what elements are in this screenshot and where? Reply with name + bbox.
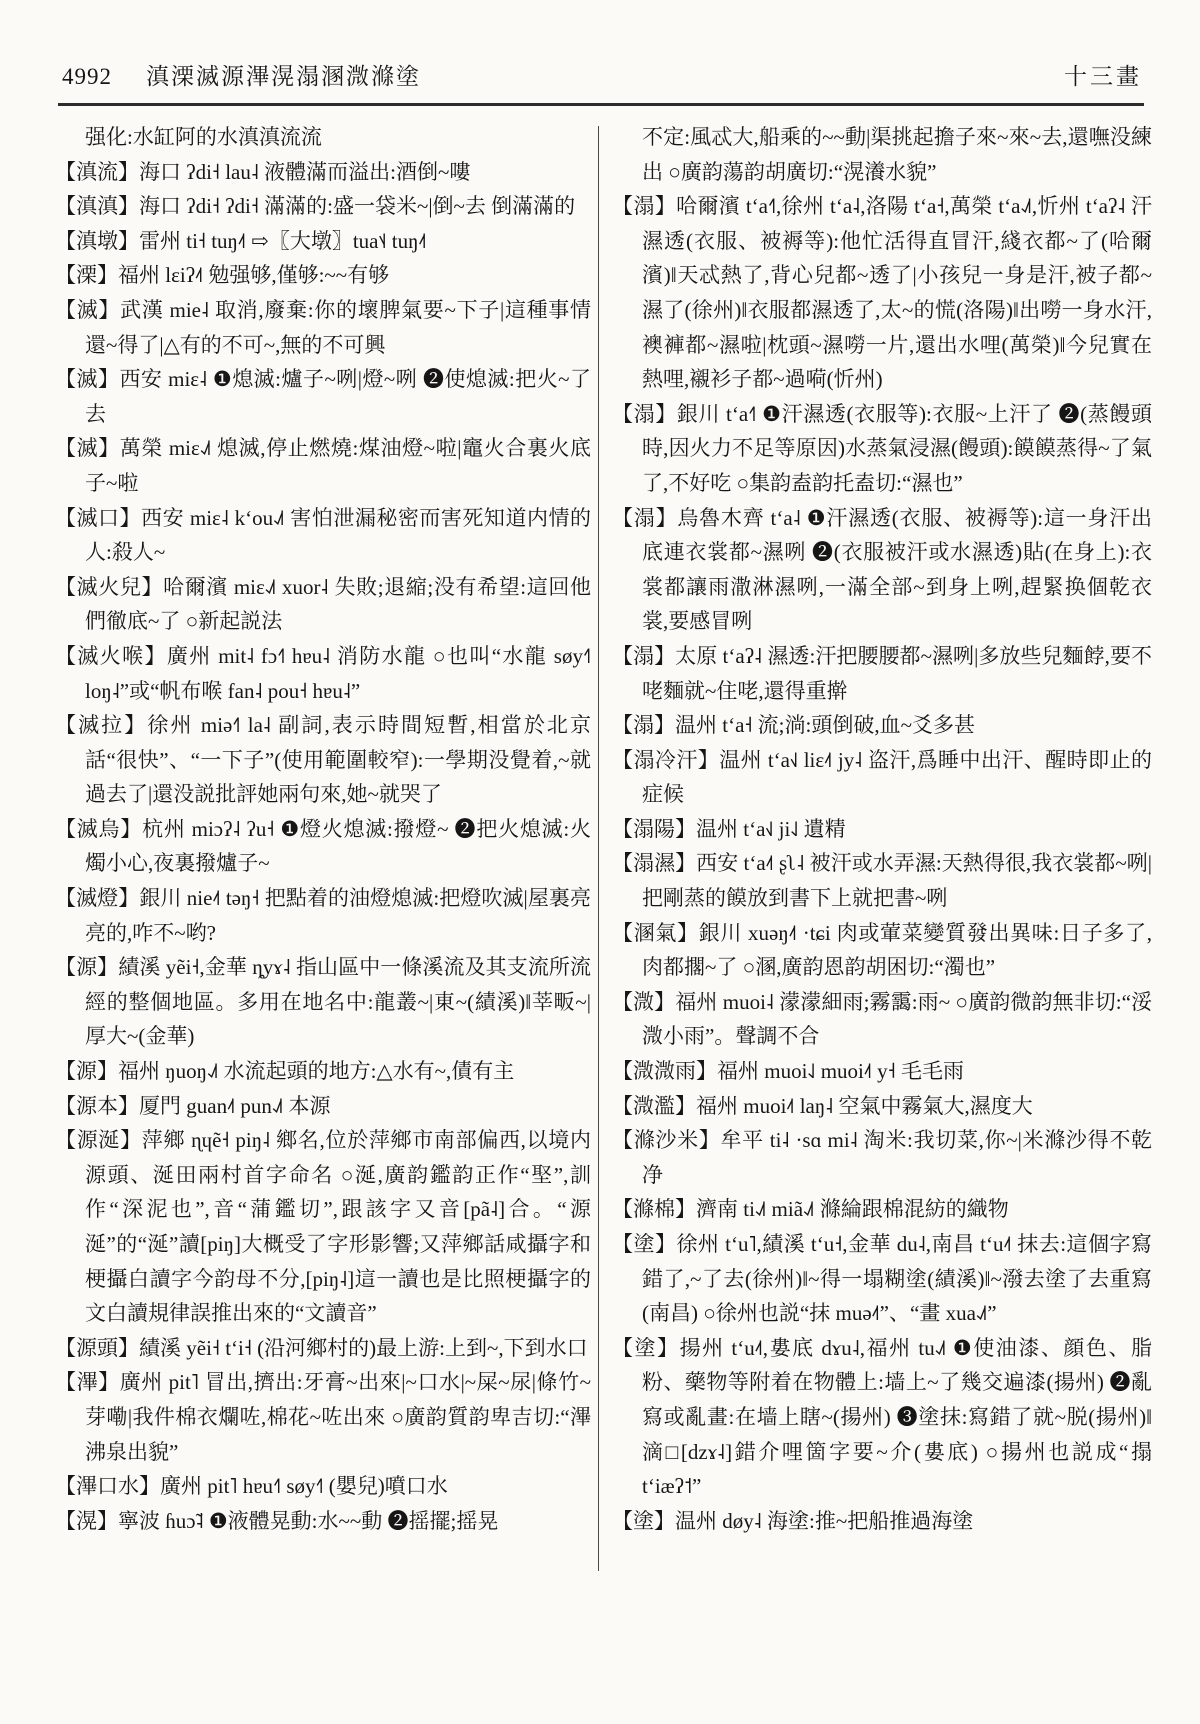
dictionary-entry [55,1123,591,1331]
entry-headword: 【源本】 [55,1093,139,1118]
right-column [612,120,1152,1538]
dictionary-entry [612,812,1152,847]
entry-body: 濟南 ti˨˩˦ miã˨˩˦ 滌綸跟棉混紡的織物 [696,1197,1009,1222]
entry-body: 烏魯木齊 tʻa˨ ❶汗濕透(衣服、被褥等):這一身汗出底連衣裳都~濕咧 ❷(衣服被汗或水濕透)貼(在身上):衣裳都讓雨潵淋濕咧,一滿全部~到身上咧,趕緊换個乾衣裳,要感冒咧 [642,505,1152,634]
dictionary-entry [55,1054,591,1089]
dictionary-entry [55,950,591,1054]
entry-body: 温州 tʻa˧˩ liɛ˨˦ jy˨ 盗汗,爲睡中出汗、醒時即止的症候 [642,747,1153,807]
header-entry-characters: 滇溧滅源滭滉溻溷溦滌塗 [146,64,421,89]
entry-headword: 【溻】 [612,401,677,426]
entry-body: 績溪 yẽi˧ tʻi˧ (沿河鄉村的)最上游:上到~,下到水口 [139,1335,588,1360]
dictionary-entry [612,397,1152,501]
entry-headword: 【滇墩】 [55,228,139,253]
dictionary-entry [612,120,1152,189]
entry-body: 温州 tʻa˧˩ ji˨˩ 遺精 [696,816,846,841]
entry-headword: 【滉】 [55,1508,118,1533]
dictionary-entry [612,985,1152,1054]
entry-headword: 【源頭】 [55,1335,139,1360]
entry-headword: 【溻】 [612,505,678,530]
entry-body: 太原 tʻaʔ˨ 濕透:汗把腰腰都~濕咧|多放些兒麵餑,要不咾麵就~住咾,還得重擀 [642,643,1152,703]
dictionary-entry [612,1054,1152,1089]
entry-headword: 【滇流】 [55,159,139,184]
entry-body: 福州 lɛiʔ˨˦ 勉强够,僅够:~~有够 [118,263,390,288]
entry-headword: 【滅】 [55,436,120,461]
entry-body: 徐州 miə˧˥ la˨ 副詞,表示時間短暫,相當於北京話“很快”、“一下子”(使用範圍較窄):一學期没覺着,~就過去了|還没説批評她兩句來,她~就哭了 [85,713,591,807]
dictionary-entry [55,570,591,639]
entry-headword: 【溦濫】 [612,1093,696,1118]
left-column [55,120,591,1538]
dictionary-entry [55,1504,591,1539]
dictionary-entry [612,846,1152,915]
entry-body: 寧波 ɦuɔ̃˨ ❶液體晃動:水~~動 ❷摇擺;摇晃 [118,1508,499,1533]
text-block [55,120,1153,1684]
entry-body: 廣州 pit˥ 冒出,擠出:牙膏~出來|~口水|~屎~尿|條竹~芽嘞|我件棉衣爛咗,棉花~咗出來 ○廣韵質韵卑吉切:“滭沸泉出貌” [85,1370,592,1464]
dictionary-entry [612,1227,1152,1331]
entry-body: 徐州 tʻu˥,績溪 tʻu˧,金華 du˨,南昌 tʻu˨˦ 抹去:這個字寫錯了,~了去(徐州)‖~得一塌糊塗(績溪)‖~潑去塗了去重寫(南昌) ○徐州也説“抹 muə˨˦”、“畫 xua˨˩˦” [642,1232,1152,1326]
entry-body: 西安 miɛ˨ ❶熄滅:爐子~咧|燈~咧 ❷使熄滅:把火~了去 [85,367,592,426]
entry-body: 海口 ʔdi˧ ʔdi˧ 滿滿的:盛一袋米~|倒~去 倒滿滿的 [139,194,576,219]
dictionary-entry [55,1365,591,1469]
entry-body: 西安 tʻa˨˦ ʂʅ˨ 被汗或水弄濕:天熱得很,我衣裳都~咧|把剛蒸的饃放到書下上就把書~咧 [642,851,1152,911]
entry-headword: 【滅火喉】 [55,643,167,668]
entry-headword: 【滅烏】 [55,816,143,841]
entry-headword: 【源】 [55,1059,118,1084]
dictionary-entry [55,812,591,881]
entry-headword: 【滇滇】 [55,194,139,219]
entry-body: 萬榮 miɛ˨˩˦ 熄滅,停止燃燒:煤油燈~啦|竈火合裏火底子~啦 [85,436,592,495]
dictionary-entry [55,1331,591,1366]
entry-body: 哈爾濱 tʻa˧˥,徐州 tʻa˨,洛陽 tʻa˧,萬榮 tʻa˨˩˦,忻州 tʻaʔ˨ 汗濕透(衣服、被褥等):他忙活得直冒汗,綫衣都~了(哈爾濱)‖天忒熱了,背心兒都~透了|小孩兒一身是汗,被子都~濕了(徐州)‖衣服都濕透了,太~的慌(洛陽)‖出嘮一身水汗,襖褲都~濕啦|枕頭~濕嘮一片,還出水哩(萬榮)‖今兒實在熱哩,襯衫子都~過嗬(忻州) [642,194,1152,392]
entry-headword: 【滭口水】 [55,1474,160,1499]
page-number: 4992 [62,64,112,89]
dictionary-entry [612,189,1152,397]
entry-headword: 【溻陽】 [612,816,696,841]
entry-body: 萍鄉 ɳɥẽ˧ piŋ˨ 鄉名,位於萍鄉市南部偏西,以境内源頭、涎田兩村首字命名 ○涎,廣韵鑑韵正作“埾”,訓作“深泥也”,音“蒲鑑切”,跟該字又音[pã˨]合。“源涎”的“涎”讀[piŋ]大概受了字形影響;又萍鄉話咸攝字和梗攝白讀字今韵母不分,[piŋ˨]這一讀也是比照梗攝字的文白讀規律誤推出來的“文讀音” [85,1128,592,1326]
column-divider [598,126,599,1571]
dictionary-entry [55,120,591,155]
dictionary-entry [612,1504,1152,1539]
stroke-section-label: 十三畫 [1064,64,1142,89]
dictionary-entry [55,708,591,812]
entry-headword: 【溷氣】 [612,920,699,945]
dictionary-entry [55,258,591,293]
entry-headword: 【滌沙米】 [612,1128,721,1153]
dictionary-entry [612,743,1152,812]
entry-body: 銀川 xuəŋ˨˦ ·tɕi 肉或葷菜變質發出異味:日子多了,肉都擱~了 ○溷,廣韵恩韵胡困切:“濁也” [642,920,1152,980]
dictionary-entry [55,881,591,950]
entry-headword: 【塗】 [612,1508,675,1533]
dictionary-entry [55,362,591,431]
dictionary-entry [55,1089,591,1124]
entry-headword: 【滭】 [55,1370,120,1395]
entry-headword: 【滅】 [55,367,120,392]
dictionary-entry [55,189,591,224]
entry-headword: 【滅拉】 [55,713,148,738]
entry-headword: 【溻】 [612,643,676,668]
dictionary-entry [55,224,591,259]
entry-body: 哈爾濱 miɛ˨˩˦ xuor˨ 失敗;退縮;没有希望:這回他們徹底~了 ○新起説法 [85,574,591,634]
entry-body: 銀川 tʻa˧˥ ❶汗濕透(衣服等):衣服~上汗了 ❷(蒸饅頭時,因火力不足等原因)水蒸氣浸濕(饅頭):饃饃蒸得~了氣了,不好吃 ○集韵盍韵托盍切:“濕也” [642,401,1153,495]
entry-body: 温州 tʻa˧ 流;淌:頭倒破,血~爻多甚 [675,713,975,738]
entry-headword: 【滅】 [55,297,121,322]
entry-body: 福州 muoi˨ 濛濛細雨;霧靄:雨~ ○廣韵微韵無非切:“浽溦小雨”。聲調不合 [642,989,1153,1049]
entry-body: 雷州 ti˧ tuŋ˨˦ ⇨〖大墩〗tua˦˨ tuŋ˨˦ [139,228,427,253]
entry-headword: 【滅火兒】 [55,574,164,599]
entry-body: 海口 ʔdi˧ lau˨ 液體滿而溢出:酒倒~嘍 [139,159,471,184]
dictionary-entry [612,1192,1152,1227]
entry-headword: 【滅燈】 [55,886,140,911]
entry-headword: 【滅口】 [55,505,142,530]
entry-headword: 【溦】 [612,989,676,1014]
entry-body: 福州 ŋuoŋ˨˩˦ 水流起頭的地方:△水有~,債有主 [118,1059,515,1084]
dictionary-entry [55,1469,591,1504]
page-header [62,58,1142,98]
entry-headword: 【溦溦雨】 [612,1059,717,1084]
dictionary-entry [612,916,1152,985]
entry-headword: 【源】 [55,955,119,980]
entry-body: 廣州 pit˥ hɐu˧˥ søy˧˥ (嬰兒)噴口水 [160,1474,448,1499]
entry-body: 武漢 mie˨ 取消,廢棄:你的壞脾氣要~下子|這種事情還~得了|△有的不可~,無的不可興 [85,297,592,357]
entry-body: 杭州 miɔʔ˨ ʔu˧ ❶燈火熄滅:撥燈~ ❷把火熄滅:火燭小心,夜裏撥爐子~ [85,816,591,876]
entry-headword: 【溧】 [55,263,118,288]
dictionary-entry [612,501,1152,639]
dictionary-entry [612,1123,1152,1192]
entry-body: 績溪 yẽi˧,金華 ȵyɤ˨ 指山區中一條溪流及其支流所流經的整個地區。多用在地名中:龍叢~|東~(績溪)‖莘畈~|厚大~(金華) [85,955,591,1049]
entry-headword: 【塗】 [612,1335,680,1360]
dictionary-entry [612,639,1152,708]
entry-body: 牟平 ti˨ ·sɑ mi˨ 淘米:我切菜,你~|米滌沙得不乾净 [642,1128,1153,1187]
dictionary-entry [55,155,591,190]
dictionary-entry [55,431,591,500]
entry-headword: 【滌棉】 [612,1197,696,1222]
entry-body: 揚州 tʻu˨˦,婁底 dɤu˨,福州 tu˨˩˦ ❶使油漆、顔色、脂粉、藥物等附着在物體上:墙上~了幾交遍漆(揚州) ❷亂寫或亂畫:在墙上瞎~(揚州) ❸塗抹:寫錯了就~脱(揚州)‖滴□[dzɤ˨]錯介哩箇字要~介(婁底) ○揚州也説成“搨 tʻiæʔ˦” [642,1335,1152,1499]
entry-body: 西安 miɛ˨ kʻou˨˩˦ 害怕泄漏秘密而害死知道内情的人:殺人~ [85,505,591,565]
dictionary-entry [612,1089,1152,1124]
header-rule [58,103,1144,106]
entry-body: 廣州 mit˨ fɔ˧˥ hɐu˨ 消防水龍 ○也叫“水龍 søy˧˥ loŋ˨”或“帆布喉 fan˨ pou˧ hɐu˨” [85,643,591,703]
dictionary-entry [55,501,591,570]
entry-headword: 【源涎】 [55,1128,142,1153]
entry-body: 厦門 guan˨˦ pun˨˩˦ 本源 [139,1093,331,1118]
dictionary-entry [55,293,591,362]
entry-body: 福州 muoi˨˦ laŋ˨ 空氣中霧氣大,濕度大 [696,1093,1033,1118]
entry-body: 强化:水缸阿的水滇滇流流 [85,125,322,149]
entry-headword: 【溻冷汗】 [612,747,720,772]
entry-headword: 【塗】 [612,1232,677,1256]
entry-body: 温州 døy˨ 海塗:推~把船推過海塗 [675,1508,974,1533]
dictionary-entry [612,1331,1152,1504]
entry-headword: 【溻】 [612,194,677,219]
entry-headword: 【溻濕】 [612,851,697,876]
dictionary-entry [55,639,591,708]
entry-body: 不定:風忒大,船乘的~~動|渠挑起擔子來~來~去,還嘸没練出 ○廣韵蕩韵胡廣切:“滉瀁水貌” [642,125,1152,184]
entry-headword: 【溻】 [612,713,675,738]
entry-body: 銀川 nie˨˦ təŋ˧ 把點着的油燈熄滅:把燈吹滅|屋裏亮亮的,咋不~哟? [85,886,591,945]
dictionary-entry [612,708,1152,743]
entry-body: 福州 muoi˨˩ muoi˨˦ y˧ 毛毛雨 [717,1059,964,1084]
